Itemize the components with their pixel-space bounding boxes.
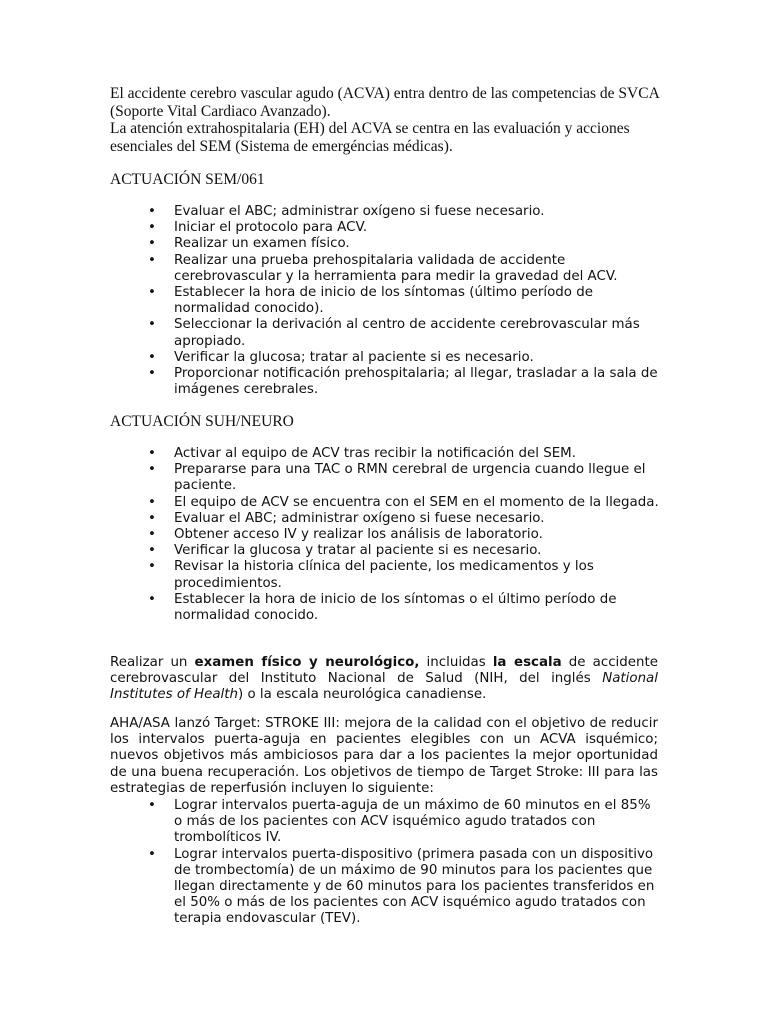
exam-text-3: de accidente cerebrovascular del Instituto Nacional de Salud (NIH, del inglés	[110, 655, 658, 687]
list-item: • El equipo de ACV se encuentra con el SEM en el momento de la llegada.	[110, 495, 670, 511]
exam-paragraph	[110, 655, 658, 704]
target-paragraph: AHA/ASA lanzó Target: STROKE III: mejora de la calidad con el objetivo de reducir los intervalos puerta-aguja en pacientes elegibles con un ACVA isquémico; nuevos objetivos más ambiciosos para dar a los pacientes la mejor oportunidad de una buena recuperación. Los objetivos de tiempo de Target Stroke: III para las estrategias de reperfusión incluyen lo siguiente:	[110, 716, 658, 796]
intro-line-1: El accidente cerebro vascular agudo (ACVA) entra dentro de las competencias de SVCA (Soporte Vital Cardiaco Avanzado).	[110, 85, 659, 120]
exam-text-2: incluidas	[419, 655, 493, 670]
list-item: • Revisar la historia clínica del paciente, los medicamentos y los procedimientos.	[110, 559, 670, 591]
section-sem-heading: ACTUACIÓN SEM/061	[110, 171, 265, 188]
exam-bold-2: la escala	[492, 655, 562, 670]
list-item: • Seleccionar la derivación al centro de accidente cerebrovascular más apropiado.	[110, 317, 670, 349]
exam-text-1: Realizar un	[110, 655, 195, 670]
list-item: • Evaluar el ABC; administrar oxígeno si fuese necesario.	[110, 511, 670, 527]
list-item: • Activar al equipo de ACV tras recibir la notificación del SEM.	[110, 446, 670, 462]
list-item: • Lograr intervalos puerta-dispositivo (primera pasada con un dispositivo de trombectomía) de un máximo de 90 minutos para los pacientes que llegan directamente y de 60 minutos para los pacientes transferidos en el 50% o más de los pacientes con ACV isquémico agudo tratados con terapia endovascular (TEV).	[110, 847, 658, 928]
list-item: • Lograr intervalos puerta-aguja de un máximo de 60 minutos en el 85% o más de los pacientes con ACV isquémico agudo tratados con trombolíticos IV.	[110, 798, 658, 847]
list-item: • Verificar la glucosa; tratar al paciente si es necesario.	[110, 350, 670, 366]
list-item: • Establecer la hora de inicio de los síntomas o el último período de normalidad conocido.	[110, 592, 670, 624]
list-item: • Realizar un examen físico.	[110, 236, 670, 252]
exam-text-4: ) o la escala neurológica canadiense.	[237, 687, 487, 703]
section-sem-list	[110, 204, 670, 398]
list-item: • Verificar la glucosa y tratar al paciente si es necesario.	[110, 543, 670, 559]
intro-line-2: La atención extrahospitalaria (EH) del ACVA se centra en las evaluación y acciones esenciales del SEM (Sistema de emergéncias médicas).	[110, 120, 630, 155]
list-item: • Evaluar el ABC; administrar oxígeno si fuese necesario.	[110, 204, 670, 220]
list-item: • Proporcionar notificación prehospitalaria; al llegar, trasladar a la sala de imágenes cerebrales.	[110, 366, 670, 398]
section-suh-heading: ACTUACIÓN SUH/NEURO	[110, 413, 294, 430]
list-item: • Prepararse para una TAC o RMN cerebral de urgencia cuando llegue el paciente.	[110, 462, 670, 494]
exam-italic: National Institutes of Health	[110, 671, 658, 703]
list-item: • Iniciar el protocolo para ACV.	[110, 220, 670, 236]
intro-block	[110, 85, 670, 155]
list-item: • Establecer la hora de inicio de los síntomas (último período de normalidad conocido).	[110, 285, 670, 317]
list-item: • Realizar una prueba prehospitalaria validada de accidente cerebrovascular y la herramienta para medir la gravedad del ACV.	[110, 253, 670, 285]
section-suh-list	[110, 446, 670, 624]
list-item: • Obtener acceso IV y realizar los análisis de laboratorio.	[110, 527, 670, 543]
target-list	[110, 798, 658, 928]
exam-bold-1: examen físico y neurológico,	[194, 655, 420, 670]
